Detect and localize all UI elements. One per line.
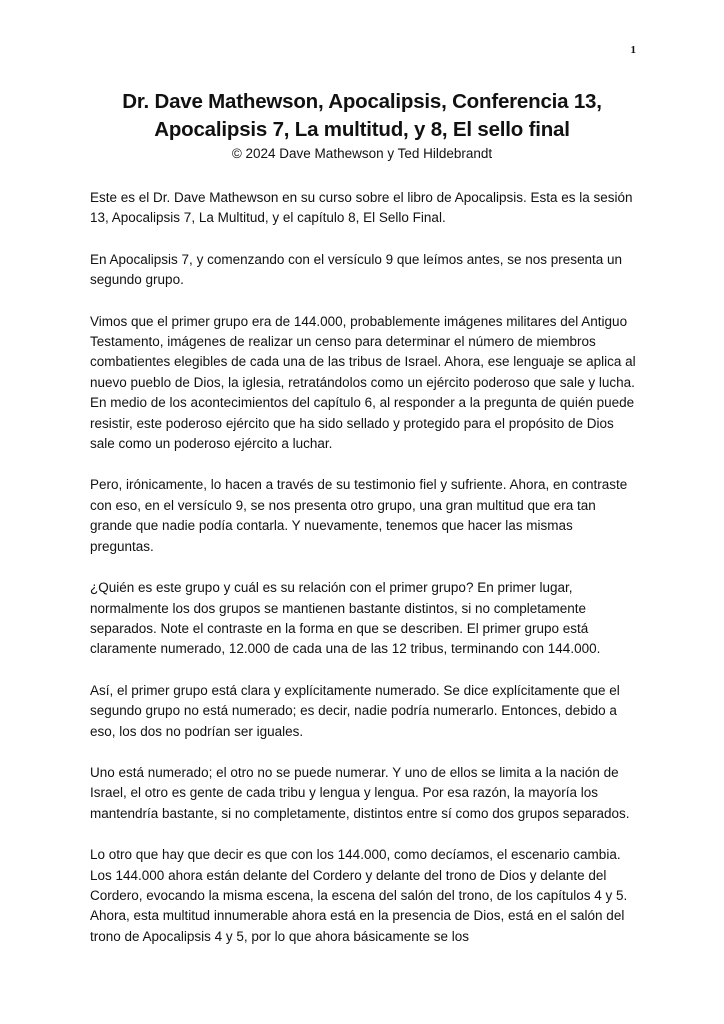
page-number: 1 (630, 44, 636, 56)
paragraph-2: En Apocalipsis 7, y comenzando con el versículo 9 que leímos antes, se nos presenta un segundo grupo. (90, 251, 623, 288)
paragraph-7: Uno está numerado; el otro no se puede numerar. Y uno de ellos se limita a la nación de Israel, el otro es gente de cada tribu y lengua y lengua. Por esa razón, la mayoría los mantendría bastante, si no completamente, distintos entre sí como dos grupos separados. (90, 764, 630, 821)
paragraph-5: ¿Quién es este grupo y cuál es su relación con el primer grupo? En primer lugar, normalmente los dos grupos se mantienen bastante distintos, si no completamente separados. Note el contraste en la forma en que se describen. El primer grupo está claramente numerado, 12.000 de cada una de las 12 tribus, terminando con 144.000. (90, 580, 601, 657)
paragraph-3: Vimos que el primer grupo era de 144.000, probablemente imágenes militares del Antiguo Testamento, imágenes de realizar un censo para determinar el número de miembros combatientes elegibles de cada una de las tribus de Israel. Ahora, ese lenguaje se aplica al nuevo pueblo de Dios, la iglesia, retratándolos como un ejército poderoso que sale y lucha. En medio de los acontecimientos del capítulo 6, al responder a la pregunta de quién puede resistir, este poderoso ejército que ha sido sellado y protegido para el propósito de Dios sale como un poderoso ejército a luchar. (90, 313, 636, 452)
title-line-1: Dr. Dave Mathewson, Apocalipsis, Conferencia 13, (122, 90, 602, 113)
document-title (90, 88, 634, 144)
paragraph-4: Pero, irónicamente, lo hacen a través de su testimonio fiel y sufriente. Ahora, en contraste con eso, en el versículo 9, se nos presenta otro grupo, una gran multitud que era tan grande que nadie podía contarla. Y nuevamente, tenemos que hacer las mismas preguntas. (90, 477, 628, 554)
document-body (90, 188, 638, 968)
document-header (90, 88, 634, 164)
paragraph-8: Lo otro que hay que decir es que con los 144.000, como decíamos, el escenario cambia. Los 144.000 ahora están delante del Cordero y delante del trono de Dios y delante del Cordero, evocando la misma escena, la escena del salón del trono, de los capítulos 4 y 5. Ahora, esta multitud innumerable ahora está en la presencia de Dios, está en el salón del trono de Apocalipsis 4 y 5, por lo que ahora básicamente se los (90, 847, 628, 944)
title-line-2: Apocalipsis 7, La multitud, y 8, El sello final (154, 118, 570, 141)
copyright-line: © 2024 Dave Mathewson y Ted Hildebrandt (231, 146, 493, 161)
paragraph-1: Este es el Dr. Dave Mathewson en su curso sobre el libro de Apocalipsis. Esta es la sesión 13, Apocalipsis 7, La Multitud, y el capítulo 8, El Sello Final. (90, 190, 633, 226)
paragraph-6: Así, el primer grupo está clara y explícitamente numerado. Se dice explícitamente que el segundo grupo no está numerado; es decir, nadie podría numerarlo. Entonces, debido a eso, los dos no podrían ser iguales. (90, 682, 620, 739)
